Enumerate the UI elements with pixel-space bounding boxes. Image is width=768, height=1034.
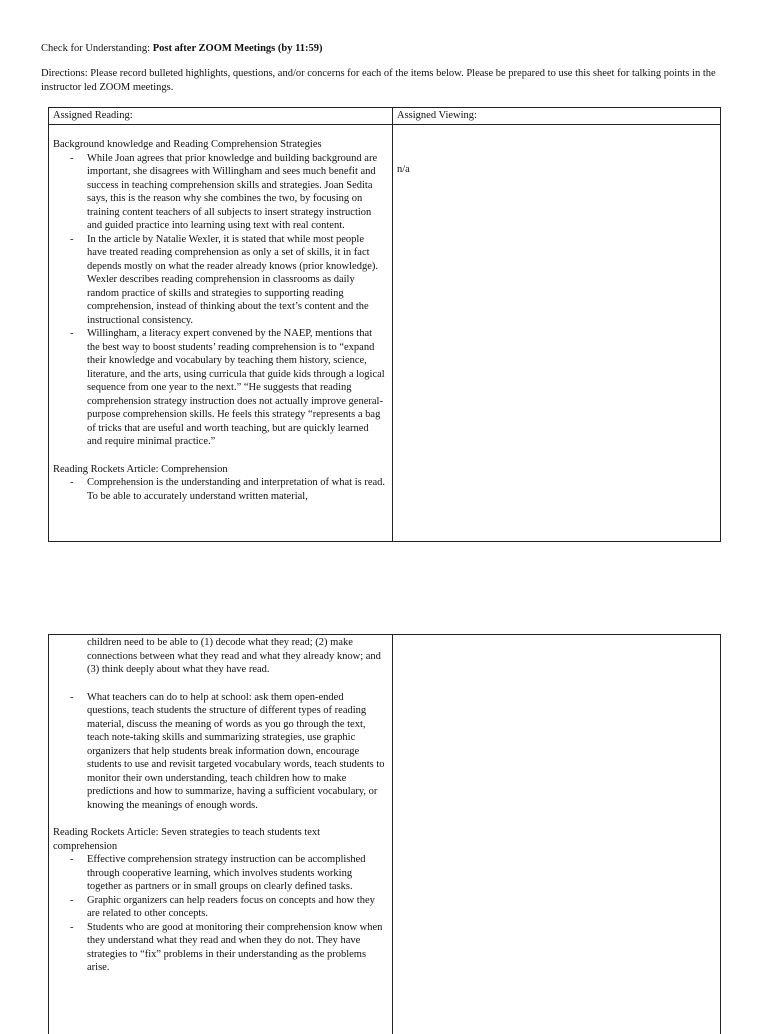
list-item: - While Joan agrees that prior knowledge and building background are important, she disagrees with Willingham and sees much benefit and success in teaching comprehension skills and strategies. Joan Sedita says, this is the reason why she combines the two, by focusing on training content teachers of all subjects to insert strategy instruction and guided practice into learning using text with real content. (53, 152, 386, 233)
list-item: - Effective comprehension strategy instruction can be accomplished through cooperative learning, which involves students working together as partners or in small groups on clearly defined tasks. (53, 853, 386, 894)
section-title-seven-strategies: Reading Rockets Article: Seven strategies to teach students text comprehension (53, 827, 321, 852)
header-row-divider (49, 124, 720, 125)
comprehension-more-bullets (53, 691, 386, 813)
list-item: - Graphic organizers can help readers focus on concepts and how they are related to other concepts. (53, 894, 386, 921)
comprehension-bullets (53, 476, 386, 503)
section-title-background-knowledge: Background knowledge and Reading Comprehension Strategies (53, 139, 322, 150)
list-item: - Students who are good at monitoring their comprehension know when they understand what they read and when they do not. They have strategies to “fix” problems in their understanding as the problems arise. (53, 921, 386, 975)
assigned-reading-header: Assigned Reading: (53, 110, 133, 121)
list-item: - In the article by Natalie Wexler, it is stated that while most people have treated reading comprehension as only a set of skills, it in fact depends mostly on what the reader already knows (prior knowledge). Wexler describes reading comprehension in classrooms as daily random practice of skills and strategies to supporting reading comprehension, instead of thinking about the text’s content and the instructional consistency. (53, 233, 386, 328)
assignment-table-page-1 (48, 107, 721, 542)
document-header (41, 42, 323, 56)
assigned-reading-cell-continued (53, 636, 386, 975)
list-item: - Comprehension is the understanding and interpretation of what is read. To be able to accurately understand written material, (53, 476, 386, 503)
seven-strategies-bullets (53, 853, 386, 975)
column-divider (392, 635, 393, 1034)
section-title-comprehension: Reading Rockets Article: Comprehension (53, 463, 228, 475)
column-divider (392, 108, 393, 541)
assignment-table-page-2 (48, 634, 721, 1034)
assigned-reading-cell (53, 138, 386, 503)
continued-text: children need to be able to (1) decode what they read; (2) make connections between what they read and what they already know; and (3) think deeply about what they have read. (87, 637, 381, 675)
background-knowledge-bullets (53, 152, 386, 449)
directions-text: Directions: Please record bulleted highlights, questions, and/or concerns for each of the items below. Please be prepared to use this sheet for talking points in the instructor led ZOOM meetings. (41, 68, 716, 93)
list-item: - What teachers can do to help at school: ask them open-ended questions, teach students the structure of different types of reading material, discuss the meaning of words as you go through the text, teach note-taking skills and summarizing strategies, use graphic organizers that help students break information down, encourage students to use and revisit targeted vocabulary words, teach students to monitor their own understanding, teach children how to make predictions and how to summarize, having a sufficient vocabulary, or knowing the meanings of enough words. (53, 691, 386, 813)
header-title: Post after ZOOM Meetings (by 11:59) (152, 43, 323, 54)
assigned-viewing-header: Assigned Viewing: (397, 110, 477, 121)
assigned-viewing-value: n/a (397, 164, 410, 175)
header-label: Check for Understanding: (41, 43, 151, 54)
list-item: - Willingham, a literacy expert convened by the NAEP, mentions that the best way to boost students’ reading comprehension is to “expand their knowledge and vocabulary by teaching them history, science, literature, and the arts, using curricula that guide kids through a logical sequence from one year to the next.” “He suggests that reading comprehension strategy instruction does not actually improve general-purpose comprehension skills. He feels this strategy “represents a bag of tricks that are useful and worth teaching, but are quickly learned and require minimal practice.” (53, 327, 386, 449)
